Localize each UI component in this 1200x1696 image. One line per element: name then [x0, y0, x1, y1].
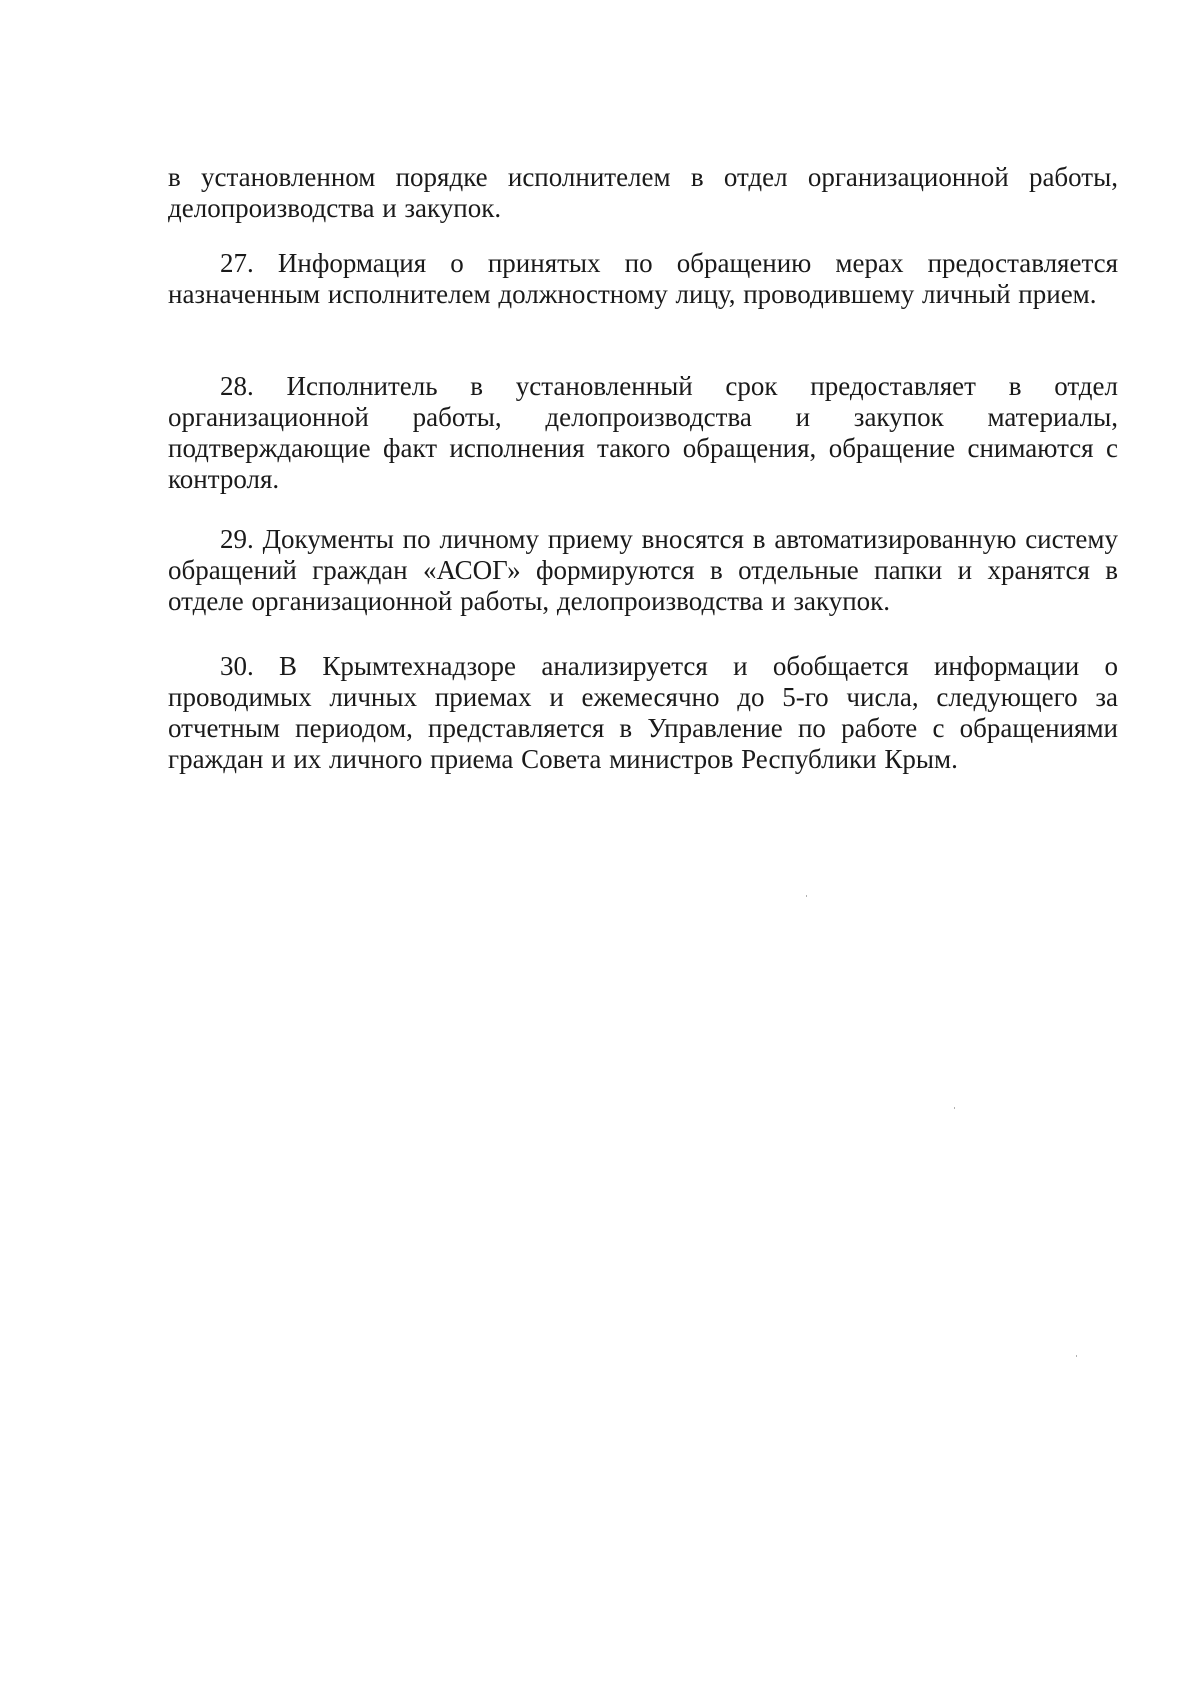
paragraph-text: 29. Документы по личному приему вносятся в автоматизированную систему обращений граждан «АСОГ» формируются в отдельные папки и хранятся в отделе организационной работы, делопроизводства и закупок. — [168, 524, 1118, 616]
paragraph-29 — [168, 524, 1118, 617]
paragraph-text: 27. Информация о принятых по обращению мерах предоставляется назначенным исполнителем должностному лицу, проводившему личный прием. — [168, 248, 1118, 309]
scan-speck — [1076, 1355, 1077, 1357]
scan-speck — [806, 895, 807, 897]
scan-speck — [954, 1107, 955, 1109]
paragraph-text: в установленном порядке исполнителем в отдел организационной работы, делопроизводства и закупок. — [168, 162, 1118, 223]
paragraph-27 — [168, 248, 1118, 310]
paragraph-28 — [168, 371, 1118, 495]
paragraph-text: 30. В Крымтехнадзоре анализируется и обобщается информации о проводимых личных приемах и ежемесячно до 5-го числа, следующего за отчетным периодом, представляется в Управление по работе с обращениями граждан и их личного приема Совета министров Республики Крым. — [168, 651, 1118, 774]
paragraph-continuation — [168, 162, 1118, 224]
paragraph-30 — [168, 651, 1118, 775]
paragraph-text: 28. Исполнитель в установленный срок предоставляет в отдел организационной работы, делопроизводства и закупок материалы, подтверждающие факт исполнения такого обращения, обращение снимаются с контроля. — [168, 371, 1118, 494]
